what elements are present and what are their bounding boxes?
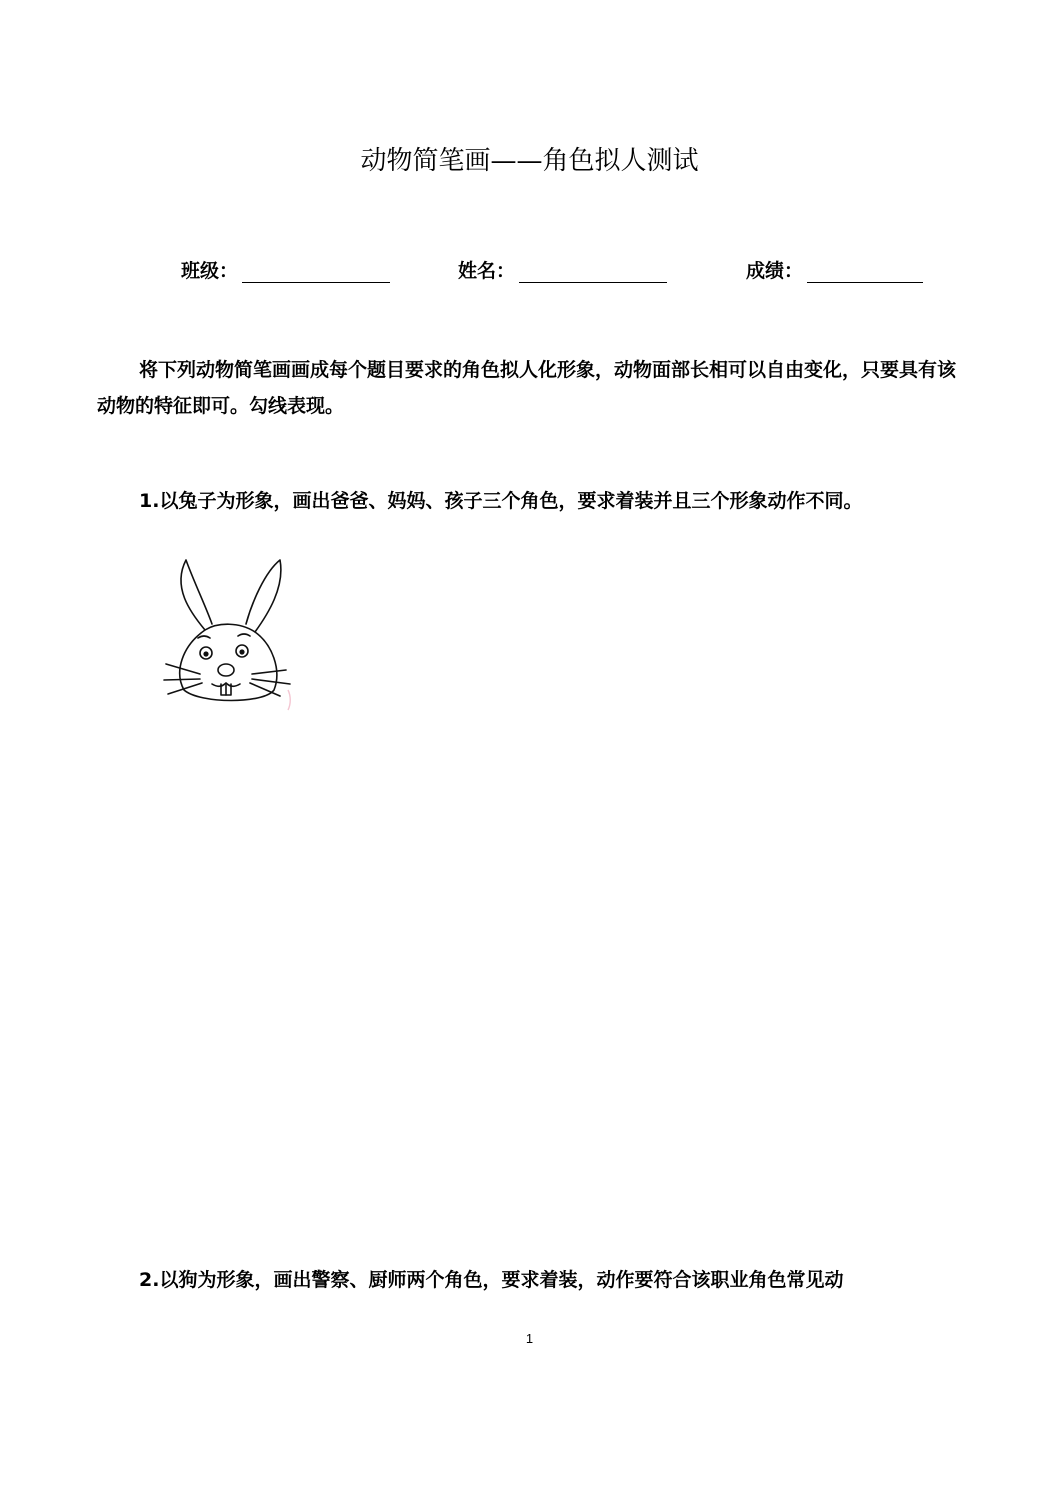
question-1: 1.以兔子为形象，画出爸爸、妈妈、孩子三个角色，要求着装并且三个形象动作不同。 — [139, 490, 863, 512]
rabbit-head-illustration — [160, 552, 300, 722]
rabbit-right-ear — [246, 560, 281, 632]
class-label: 班级： — [181, 260, 239, 282]
class-blank-line[interactable] — [242, 262, 390, 283]
score-label: 成绩： — [746, 260, 804, 282]
score-field — [746, 256, 923, 283]
question-2: 2.以狗为形象，画出警察、厨师两个角色，要求着装，动作要符合该职业角色常见动 — [139, 1269, 844, 1291]
name-field — [458, 256, 667, 283]
page-number: 1 — [525, 1331, 534, 1346]
instructions-paragraph: 将下列动物简笔画画成每个题目要求的角色拟人化形象，动物面部长相可以自由变化，只要具有该动物的特征即可。勾线表现。 — [97, 359, 957, 417]
score-blank-line[interactable] — [807, 262, 923, 283]
rabbit-left-ear — [181, 560, 212, 630]
class-field — [181, 256, 390, 283]
name-label: 姓名： — [458, 260, 516, 282]
page-title: 动物简笔画——角色拟人测试 — [360, 146, 699, 176]
name-blank-line[interactable] — [519, 262, 667, 283]
